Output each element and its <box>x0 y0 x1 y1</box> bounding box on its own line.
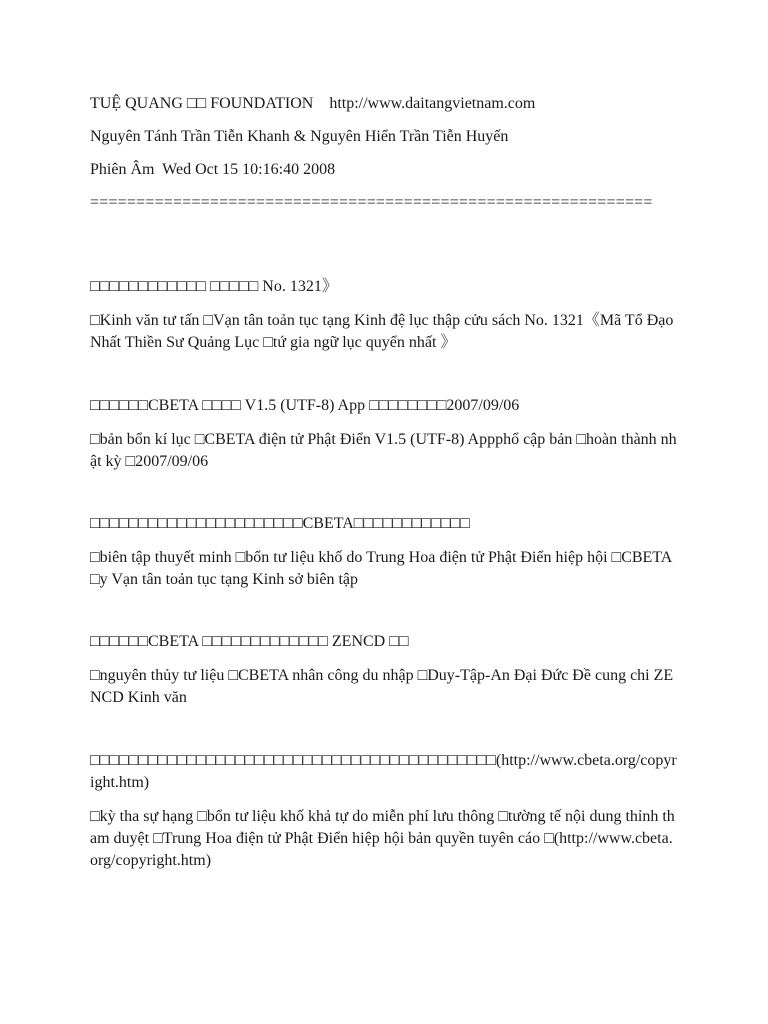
separator-rule: ============================================================= <box>90 194 653 211</box>
section-5-transliteration: □kỳ tha sự hạng □bổn tư liệu khố khả tự do miễn phí lưu thông □tường tế nội dung thỉnh tham duyệt □Trung Hoa điện tử Phật Điển hiệp hội bản quyền tuyên cáo □(http://www.cbeta.org/copyright.htm) <box>90 808 675 869</box>
section-4-transliteration: □nguyên thủy tư liệu □CBETA nhân công du nhập □Duy-Tập-An Đại Đức Đề cung chi ZENCD Kinh văn <box>90 667 674 706</box>
section-1-transliteration: □Kinh văn tư tấn □Vạn tân toản tục tạng Kinh đệ lục thập cửu sách No. 1321《Mã Tổ Đạo Nhất Thiền Sư Quảng Lục □tứ gia ngữ lục quyển nhất 》 <box>90 312 674 351</box>
section-1-original: □□□□□□□□□□□□ □□□□□ No. 1321》 <box>90 278 338 295</box>
header-authors-line: Nguyên Tánh Trần Tiễn Khanh & Nguyên Hiển Trần Tiễn Huyến <box>90 128 509 145</box>
header-foundation-line: TUỆ QUANG □□ FOUNDATION http://www.daitangvietnam.com <box>90 95 536 112</box>
section-4-original: □□□□□□CBETA □□□□□□□□□□□□□ ZENCD □□ <box>90 633 409 650</box>
section-2-transliteration: □bản bổn kí lục □CBETA điện tử Phật Điển V1.5 (UTF-8) Appphổ cập bản □hoàn thành nhật kỳ □2007/09/06 <box>90 431 677 470</box>
section-5-original: □□□□□□□□□□□□□□□□□□□□□□□□□□□□□□□□□□□□□□□□□□(http://www.cbeta.org/copyright.htm) <box>90 752 677 791</box>
header-date-line: Phiên Âm Wed Oct 15 10:16:40 2008 <box>90 161 336 178</box>
section-2-original: □□□□□□CBETA □□□□ V1.5 (UTF-8) App □□□□□□□□2007/09/06 <box>90 397 520 414</box>
section-3-transliteration: □biên tập thuyết minh □bổn tư liệu khố do Trung Hoa điện tử Phật Điển hiệp hội □CBETA□y Vạn tân toản tục tạng Kinh sở biên tập <box>90 549 673 588</box>
section-3-original: □□□□□□□□□□□□□□□□□□□□□□CBETA□□□□□□□□□□□□ <box>90 515 470 532</box>
